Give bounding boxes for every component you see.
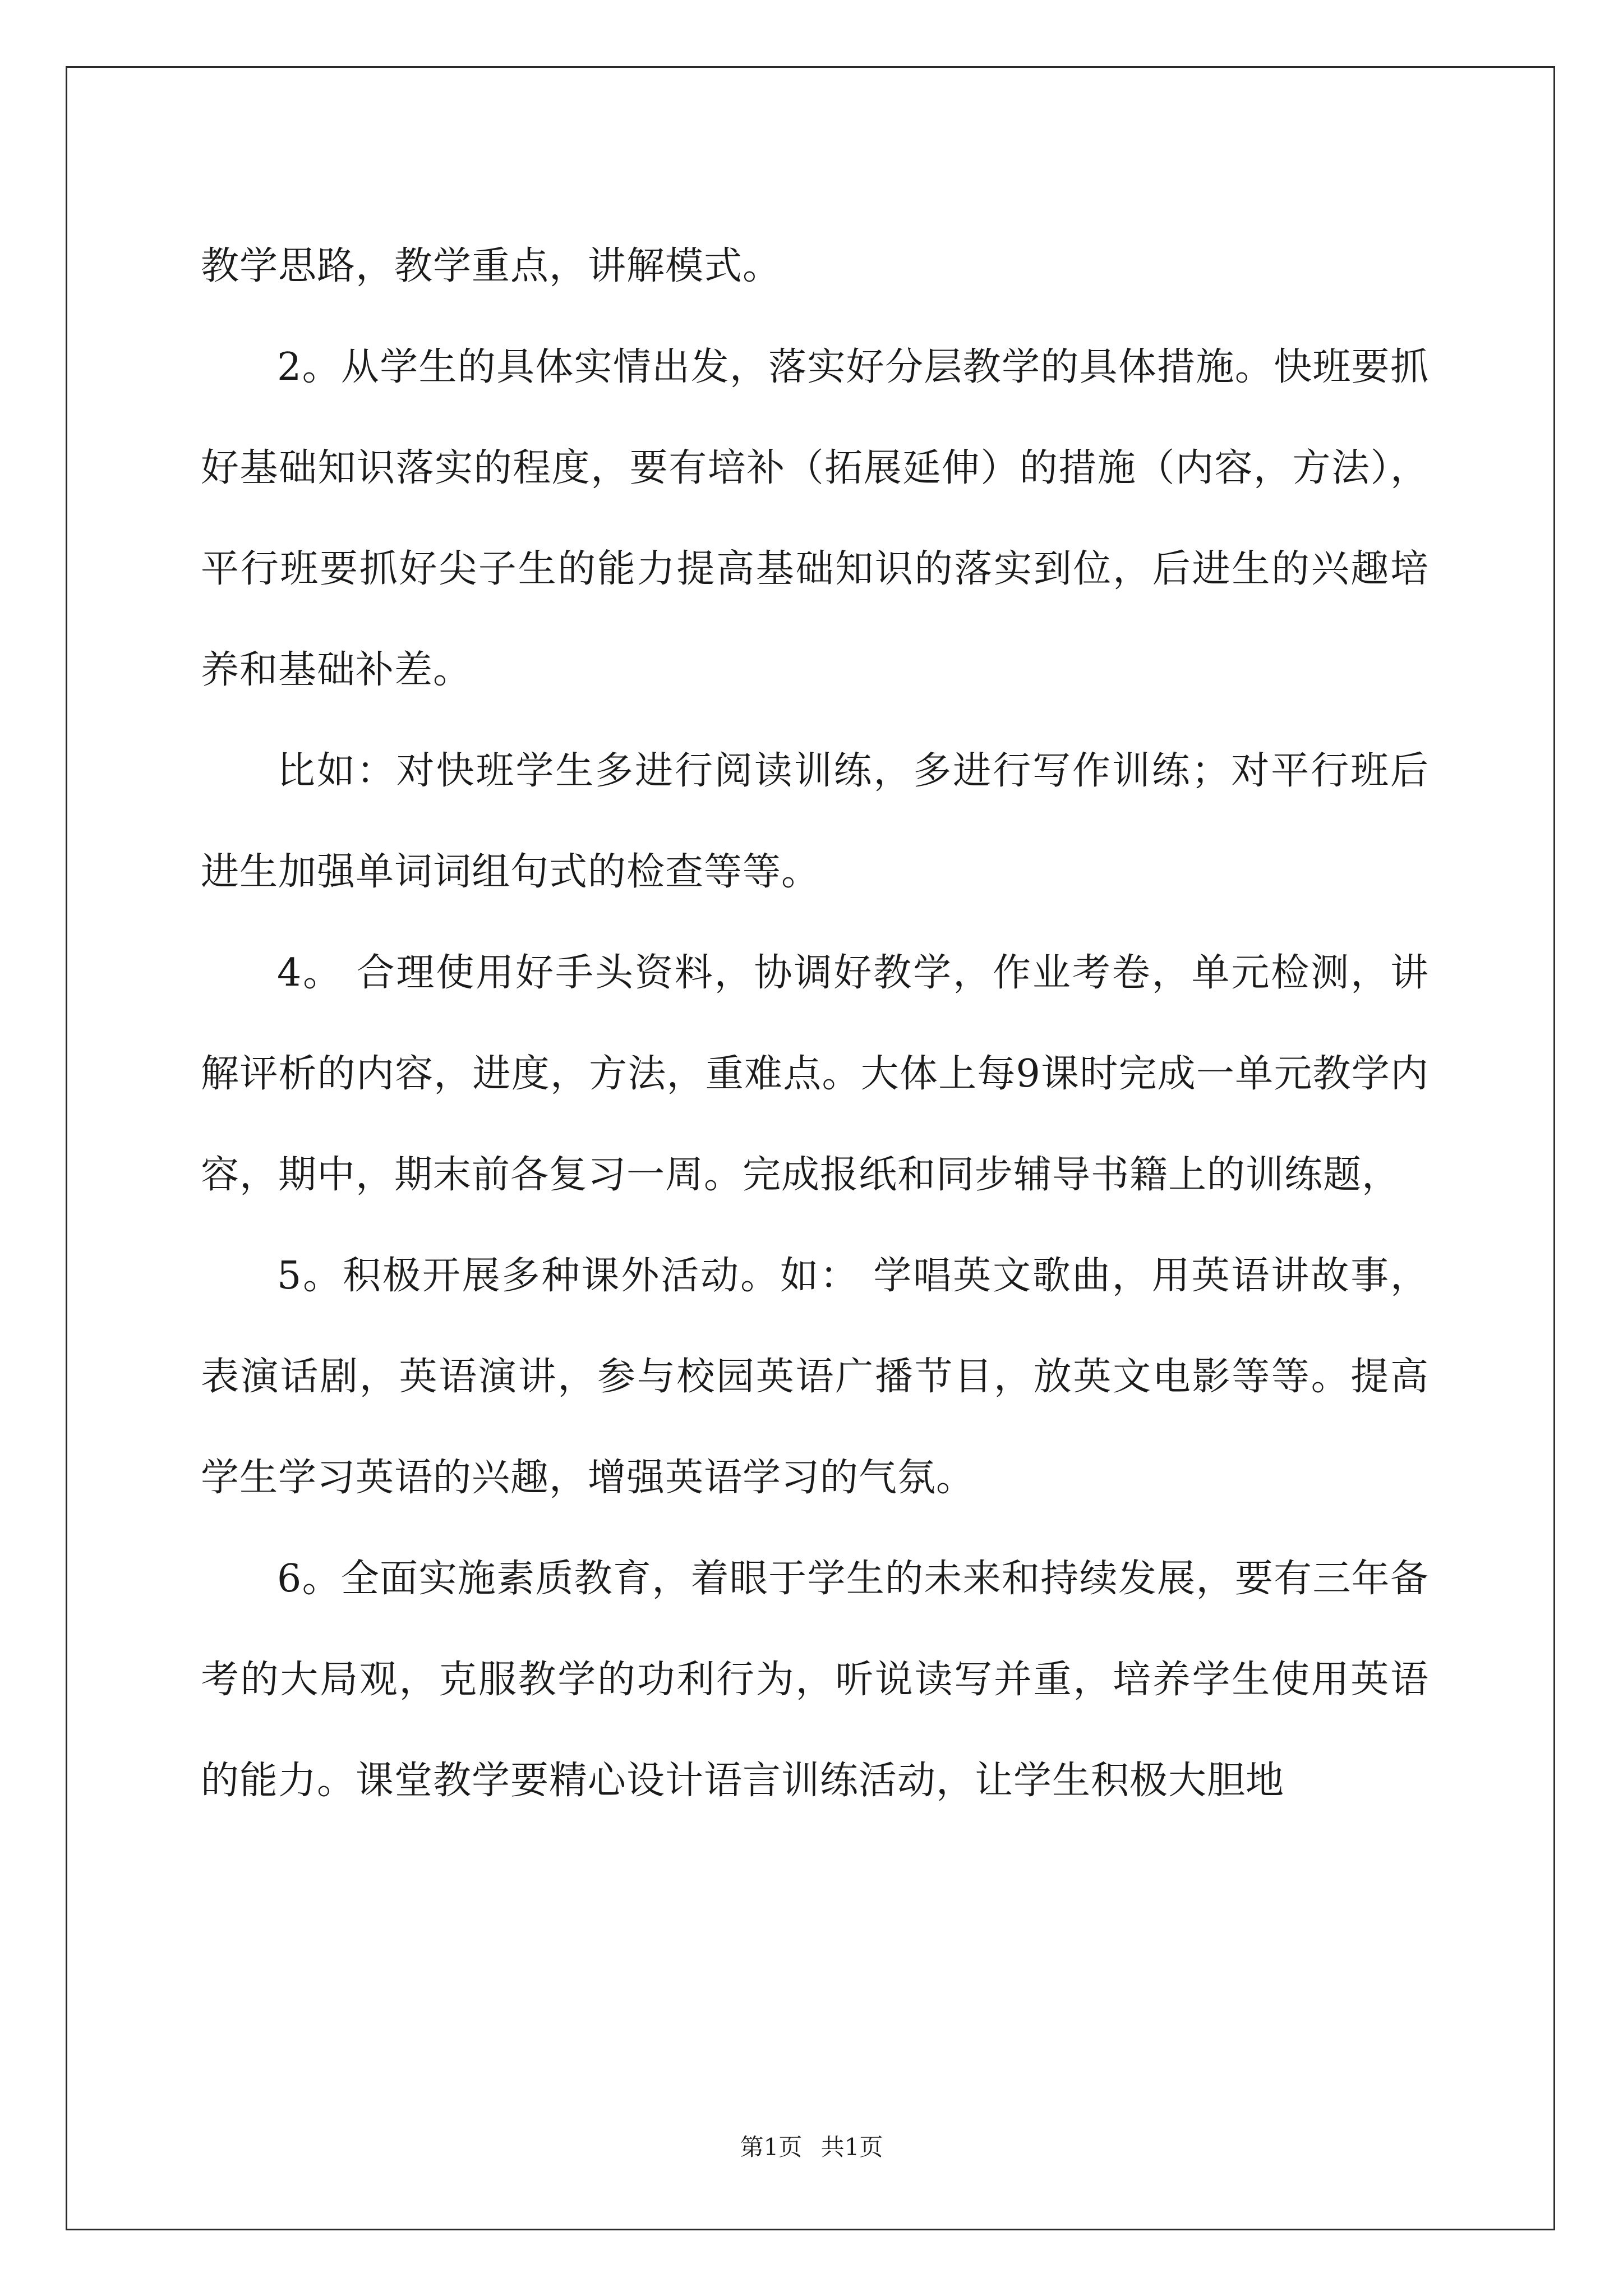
paragraph-5: 5。积极开展多种课外活动。如： 学唱英文歌曲，用英语讲故事，表演话剧，英语演讲，参与校园英语广播节目，放英文电影等等。提高学生学习英语的兴趣，增强英语学习的气氛。 — [201, 1254, 1429, 1500]
paragraph-4: 4。 合理使用好手头资料，协调好教学，作业考卷，单元检测，讲解评析的内容，进度，方法，重难点。大体上每9课时完成一单元教学内容，期中，期末前各复习一周。完成报纸和同步辅导书籍上的训练题， — [201, 951, 1429, 1197]
page-number: 第1页 — [740, 2133, 803, 2161]
paragraph-3: 比如：对快班学生多进行阅读训练，多进行写作训练；对平行班后进生加强单词词组句式的检查等等。 — [201, 749, 1429, 894]
paragraph-6: 6。全面实施素质教育，着眼于学生的未来和持续发展，要有三年备考的大局观，克服教学的功利行为，听说读写并重，培养学生使用英语的能力。课堂教学要精心设计语言训练活动，让学生积极大胆地 — [201, 1557, 1429, 1803]
paragraph-1: 教学思路，教学重点，讲解模式。 — [201, 244, 782, 288]
document-body — [201, 216, 1429, 1832]
page-footer — [0, 2129, 1623, 2162]
page-total: 共1页 — [820, 2133, 883, 2161]
paragraph-2: 2。从学生的具体实情出发，落实好分层教学的具体措施。快班要抓好基础知识落实的程度，要有培补（拓展延伸）的措施（内容，方法），平行班要抓好尖子生的能力提高基础知识的落实到位，后进生的兴趣培养和基础补差。 — [201, 345, 1429, 692]
